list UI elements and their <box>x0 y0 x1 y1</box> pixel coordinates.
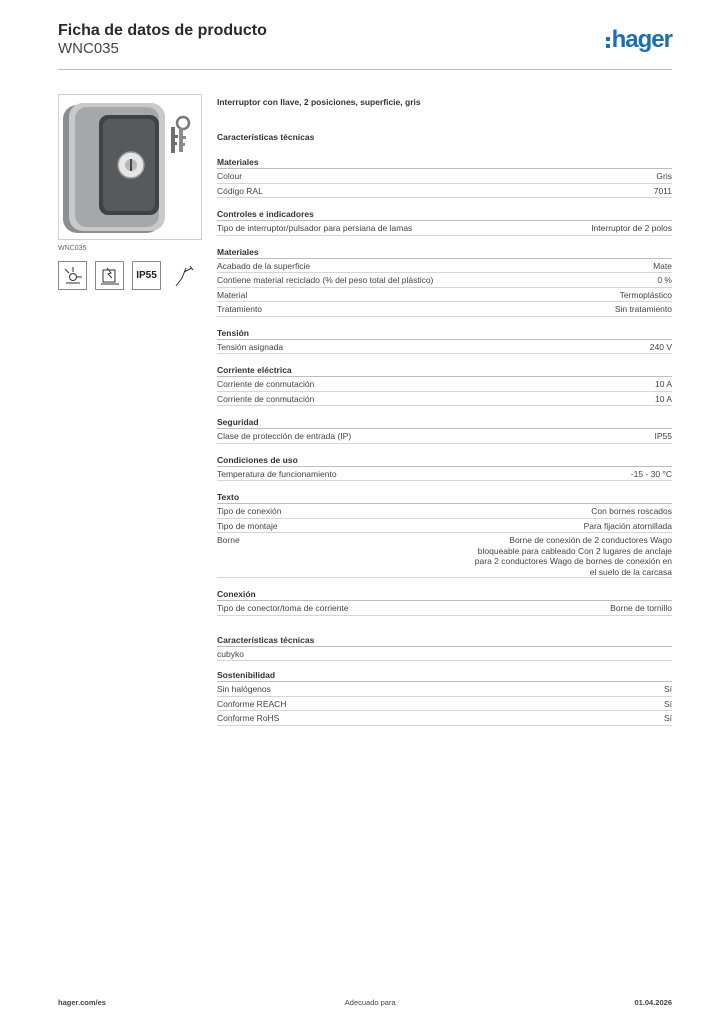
product-image <box>58 94 202 240</box>
spec-label: Conforme RoHS <box>217 713 280 723</box>
spec-row <box>217 601 672 616</box>
spec-label: Tipo de conector/toma de corriente <box>217 603 349 613</box>
spec-label: Acabado de la superficie <box>217 260 311 271</box>
spec-row <box>217 504 672 519</box>
spec-value: Interruptor de 2 polos <box>591 223 672 233</box>
spec-label: Clase de protección de entrada (IP) <box>217 431 352 441</box>
spec-value: IP55 <box>654 431 672 441</box>
spec-value: 10 A <box>654 393 672 404</box>
spec-label: Tipo de montaje <box>217 520 278 531</box>
spec-row <box>217 288 672 303</box>
section-title: Materiales <box>217 156 672 169</box>
spec-row <box>217 184 672 199</box>
spec-value: -15 - 30 °C <box>630 468 672 479</box>
product-description: Interruptor con llave, 2 posiciones, superficie, gris <box>217 97 421 107</box>
surface-mount-icon <box>95 261 124 290</box>
spec-section <box>217 454 672 482</box>
spec-label: Temperatura de funcionamiento <box>217 468 337 479</box>
spec-row <box>217 377 672 392</box>
section-title: Seguridad <box>217 416 672 429</box>
spec-value: Borne de conexión de 2 conductores Wago bloqueable para cableado Con 2 lugares de anclaje para 2 conductores Wago de bornes de conexión en el suelo de la carcasa <box>474 535 672 577</box>
spec-section <box>217 208 672 236</box>
spec-row <box>217 302 672 317</box>
spec-value: Mate <box>653 260 672 271</box>
spec-value: Gris <box>656 171 672 181</box>
ip55-icon <box>132 261 161 290</box>
page-footer <box>58 998 672 1007</box>
spec-row <box>217 221 672 236</box>
spec-label: Contiene material reciclado (% del peso total del plástico) <box>217 275 434 285</box>
section-title: Tensión <box>217 327 672 340</box>
left-column <box>58 94 202 290</box>
section-title: Texto <box>217 491 672 504</box>
page-header <box>58 22 672 70</box>
spec-label: Tensión asignada <box>217 341 284 352</box>
footer-date: 01.04.2026 <box>634 998 672 1007</box>
spec-label: cubyko <box>217 648 244 659</box>
hager-logo <box>606 27 672 53</box>
spec-label: Código RAL <box>217 185 263 196</box>
spec-section <box>217 246 672 317</box>
spec-value: Con bornes roscados <box>591 506 672 516</box>
product-illustration <box>59 95 202 240</box>
technical-heading: Características técnicas <box>217 132 315 142</box>
spec-value: Sí <box>663 713 672 723</box>
spec-value: Sí <box>663 684 672 694</box>
logo-text: hager <box>611 26 672 53</box>
spec-row <box>217 647 672 662</box>
spec-row <box>217 340 672 355</box>
logo-dots <box>606 37 610 48</box>
spec-value: Sí <box>663 698 672 709</box>
section-title: Características técnicas <box>217 634 672 647</box>
spec-section <box>217 416 672 444</box>
spec-label: Conforme REACH <box>217 698 287 709</box>
spec-value: Sin tratamiento <box>614 304 672 314</box>
section-title: Conexión <box>217 588 672 601</box>
spec-section <box>217 327 672 355</box>
section-title: Controles e indicadores <box>217 208 672 221</box>
footer-center: Adecuado para <box>344 998 396 1007</box>
spec-section <box>217 634 672 662</box>
ip55-label: IP55 <box>136 270 157 281</box>
image-caption: WNC035 <box>58 245 87 252</box>
main-content <box>217 95 672 726</box>
spec-row <box>217 711 672 726</box>
section-title: Sostenibilidad <box>217 669 672 682</box>
spec-section <box>217 364 672 406</box>
spec-value: 0 % <box>657 275 672 285</box>
switch-symbol-icon <box>169 261 198 290</box>
spec-row <box>217 533 672 578</box>
spec-label: Tipo de conexión <box>217 506 282 516</box>
spec-label: Tipo de interruptor/pulsador para persiana de lamas <box>217 223 413 233</box>
spec-section <box>217 156 672 198</box>
spec-value: 240 V <box>649 341 672 352</box>
spec-row <box>217 519 672 534</box>
spec-row <box>217 467 672 482</box>
spec-row <box>217 682 672 697</box>
spec-value: 10 A <box>654 379 672 389</box>
spec-label: Corriente de conmutación <box>217 379 315 389</box>
spec-label: Tratamiento <box>217 304 263 314</box>
product-code: WNC035 <box>58 40 119 57</box>
spec-section <box>217 669 672 726</box>
spec-value: Termoplástico <box>619 289 672 300</box>
spec-section <box>217 588 672 616</box>
spec-value: Para fijación atornillada <box>583 520 672 531</box>
spec-section <box>217 491 672 578</box>
spec-row <box>217 273 672 288</box>
spec-row <box>217 259 672 274</box>
document-title: Ficha de datos de producto <box>58 22 267 39</box>
spec-row <box>217 169 672 184</box>
section-title: Condiciones de uso <box>217 454 672 467</box>
spec-label: Sin halógenos <box>217 684 271 694</box>
spec-label: Corriente de conmutación <box>217 393 315 404</box>
spec-label: Colour <box>217 171 243 181</box>
spec-row <box>217 392 672 407</box>
spec-sections <box>217 156 672 726</box>
spec-label: Borne <box>217 535 240 545</box>
spec-label: Material <box>217 289 248 300</box>
spec-value: 7011 <box>653 185 672 196</box>
spec-value: Borne de tornillo <box>610 603 672 613</box>
section-title: Corriente eléctrica <box>217 364 672 377</box>
footer-website: hager.com/es <box>58 998 106 1007</box>
spec-row <box>217 429 672 444</box>
spec-row <box>217 697 672 712</box>
key-switch-icon <box>58 261 87 290</box>
feature-icons <box>58 261 202 290</box>
section-title: Materiales <box>217 246 672 259</box>
